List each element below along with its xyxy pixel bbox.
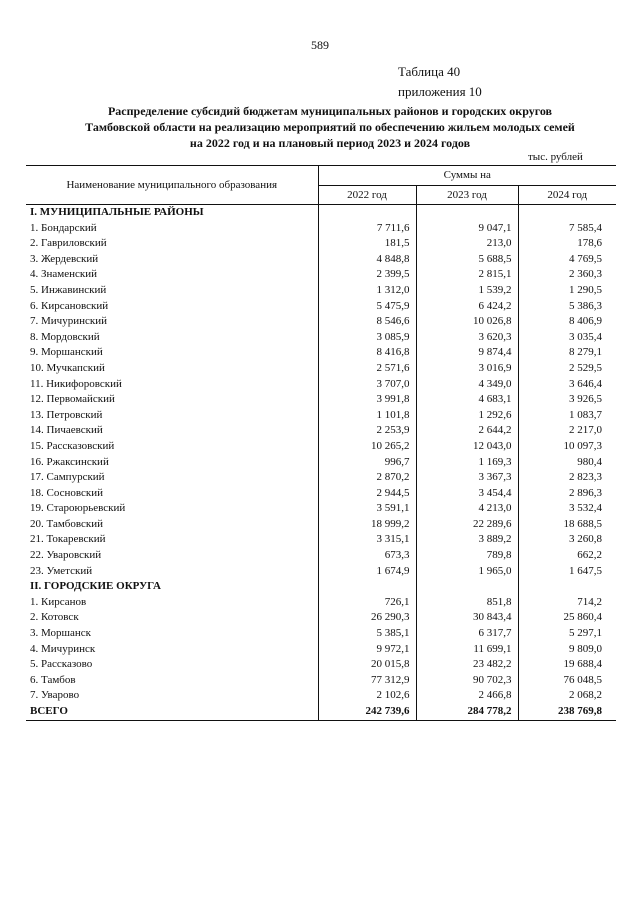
value-2023: 9 874,4	[416, 345, 518, 361]
title-line: Распределение субсидий бюджетам муниципальных районов и городских округов	[107, 104, 553, 118]
value-2022: 673,3	[318, 548, 416, 564]
value-2022: 20 015,8	[318, 657, 416, 673]
value-2022: 4 848,8	[318, 252, 416, 268]
appendix-label: приложения 10	[398, 84, 482, 99]
value-2022: 726,1	[318, 595, 416, 611]
value-2024: 1 647,5	[518, 564, 616, 580]
row-name: 23. Уметский	[30, 564, 93, 577]
row-name: 1. Кирсанов	[30, 595, 87, 608]
row-name: 2. Котовск	[30, 611, 79, 624]
value-2024	[518, 579, 616, 595]
value-2023: 3 889,2	[416, 532, 518, 548]
table-row	[26, 595, 616, 611]
table-row	[26, 532, 616, 548]
table-row	[26, 688, 616, 704]
row-name: ВСЕГО	[26, 704, 318, 720]
value-2024: 3 646,4	[518, 377, 616, 393]
row-name: 11. Никифоровский	[30, 377, 122, 390]
value-2022: 2 253,9	[318, 423, 416, 439]
value-2022: 9 972,1	[318, 642, 416, 658]
value-2024: 76 048,5	[518, 673, 616, 689]
value-2024: 1 083,7	[518, 408, 616, 424]
value-2022: 2 399,5	[318, 267, 416, 283]
row-name: 8. Мордовский	[30, 330, 100, 343]
table-row	[26, 299, 616, 315]
value-2023: 213,0	[416, 236, 518, 252]
value-2023: 90 702,3	[416, 673, 518, 689]
row-name: 5. Инжавинский	[30, 283, 107, 296]
units-label: тыс. рублей	[528, 151, 583, 163]
value-2022: 1 312,0	[318, 283, 416, 299]
value-2024: 2 823,3	[518, 470, 616, 486]
value-2023: 3 016,9	[416, 361, 518, 377]
table-row	[26, 330, 616, 346]
row-name: 3. Моршанск	[30, 627, 91, 640]
value-2022: 3 707,0	[318, 377, 416, 393]
value-2024: 2 068,2	[518, 688, 616, 704]
row-name: I. МУНИЦИПАЛЬНЫЕ РАЙОНЫ	[30, 206, 204, 218]
value-2023: 22 289,6	[416, 517, 518, 533]
table-row	[26, 470, 616, 486]
value-2023: 9 047,1	[416, 221, 518, 237]
row-name: 1. Бондарский	[30, 221, 97, 234]
table-row	[26, 501, 616, 517]
table-row	[26, 455, 616, 471]
value-2023: 1 539,2	[416, 283, 518, 299]
table-row	[26, 408, 616, 424]
row-name: 7. Уварово	[30, 689, 80, 702]
row-name: 5. Рассказово	[30, 658, 93, 671]
value-2022: 18 999,2	[318, 517, 416, 533]
value-2023: 1 292,6	[416, 408, 518, 424]
table-row	[26, 642, 616, 658]
value-2024: 18 688,5	[518, 517, 616, 533]
value-2023: 3 367,3	[416, 470, 518, 486]
value-2022: 5 475,9	[318, 299, 416, 315]
value-2022: 8 546,6	[318, 314, 416, 330]
value-2024: 19 688,4	[518, 657, 616, 673]
value-2024: 3 532,4	[518, 501, 616, 517]
document-title	[50, 103, 610, 151]
value-2024: 9 809,0	[518, 642, 616, 658]
value-2022: 10 265,2	[318, 439, 416, 455]
row-name: 3. Жердевский	[30, 252, 99, 265]
value-2023	[416, 205, 518, 221]
value-2023: 851,8	[416, 595, 518, 611]
value-2022: 3 085,9	[318, 330, 416, 346]
value-2022: 242 739,6	[318, 704, 416, 720]
value-2024: 25 860,4	[518, 610, 616, 626]
section-row	[26, 579, 616, 595]
value-2023: 6 424,2	[416, 299, 518, 315]
value-2023: 4 213,0	[416, 501, 518, 517]
value-2024: 3 035,4	[518, 330, 616, 346]
value-2022: 5 385,1	[318, 626, 416, 642]
table-row	[26, 548, 616, 564]
value-2024: 178,6	[518, 236, 616, 252]
value-2023: 3 454,4	[416, 486, 518, 502]
value-2022: 2 102,6	[318, 688, 416, 704]
page-number: 589	[311, 38, 329, 52]
column-header-2023: 2023 год	[416, 185, 518, 205]
value-2022: 2 870,2	[318, 470, 416, 486]
value-2024: 7 585,4	[518, 221, 616, 237]
value-2024: 8 406,9	[518, 314, 616, 330]
value-2022: 7 711,6	[318, 221, 416, 237]
row-name: 22. Уваровский	[30, 549, 102, 562]
value-2022	[318, 205, 416, 221]
value-2024: 662,2	[518, 548, 616, 564]
value-2022: 3 315,1	[318, 532, 416, 548]
value-2022: 3 991,8	[318, 392, 416, 408]
column-header-2022: 2022 год	[318, 185, 416, 205]
title-line: Тамбовской области на реализацию мероприятий по обеспечению жильем молодых семей	[85, 120, 575, 134]
total-row	[26, 704, 616, 720]
table-label: Таблица 40	[398, 64, 461, 79]
section-row	[26, 205, 616, 221]
value-2024: 4 769,5	[518, 252, 616, 268]
value-2024: 2 896,3	[518, 486, 616, 502]
table-row	[26, 486, 616, 502]
row-name: 2. Гавриловский	[30, 237, 107, 250]
table-row	[26, 439, 616, 455]
row-name: 4. Знаменский	[30, 268, 98, 281]
row-name: 16. Ржаксинский	[30, 455, 109, 468]
row-name: 6. Тамбов	[30, 673, 76, 686]
table-row	[26, 673, 616, 689]
table-row	[26, 626, 616, 642]
value-2023: 11 699,1	[416, 642, 518, 658]
table-row	[26, 377, 616, 393]
value-2024: 5 386,3	[518, 299, 616, 315]
table-row	[26, 423, 616, 439]
value-2022: 1 674,9	[318, 564, 416, 580]
table-row	[26, 564, 616, 580]
value-2022: 8 416,8	[318, 345, 416, 361]
value-2022: 77 312,9	[318, 673, 416, 689]
value-2022: 26 290,3	[318, 610, 416, 626]
row-name: 21. Токаревский	[30, 533, 106, 546]
value-2023: 789,8	[416, 548, 518, 564]
value-2024: 8 279,1	[518, 345, 616, 361]
table-row	[26, 267, 616, 283]
row-name: 15. Рассказовский	[30, 439, 115, 452]
value-2023: 1 965,0	[416, 564, 518, 580]
table-row	[26, 236, 616, 252]
subsidy-table	[26, 165, 616, 721]
value-2024: 10 097,3	[518, 439, 616, 455]
value-2023: 3 620,3	[416, 330, 518, 346]
value-2023: 2 466,8	[416, 688, 518, 704]
row-name: 7. Мичуринский	[30, 315, 107, 328]
table-row	[26, 392, 616, 408]
column-header-name: Наименование муниципального образования	[26, 166, 318, 205]
table-row	[26, 345, 616, 361]
row-name: 20. Тамбовский	[30, 517, 104, 530]
value-2023: 1 169,3	[416, 455, 518, 471]
table-row	[26, 314, 616, 330]
row-name: 14. Пичаевский	[30, 424, 103, 437]
row-name: 6. Кирсановский	[30, 299, 109, 312]
row-name: 13. Петровский	[30, 408, 103, 421]
value-2023: 12 043,0	[416, 439, 518, 455]
value-2023	[416, 579, 518, 595]
value-2022	[318, 579, 416, 595]
value-2022: 181,5	[318, 236, 416, 252]
value-2023: 10 026,8	[416, 314, 518, 330]
value-2024: 3 260,8	[518, 532, 616, 548]
title-line: на 2022 год и на плановый период 2023 и 2024 годов	[189, 136, 471, 150]
row-name: 12. Первомайский	[30, 393, 115, 406]
value-2023: 4 349,0	[416, 377, 518, 393]
value-2023: 2 644,2	[416, 423, 518, 439]
value-2023: 2 815,1	[416, 267, 518, 283]
table-row	[26, 361, 616, 377]
value-2024: 2 529,5	[518, 361, 616, 377]
table-row	[26, 252, 616, 268]
table-row	[26, 657, 616, 673]
row-name: 10. Мучкапский	[30, 361, 105, 374]
value-2023: 23 482,2	[416, 657, 518, 673]
value-2024: 3 926,5	[518, 392, 616, 408]
row-name: II. ГОРОДСКИЕ ОКРУГА	[30, 580, 161, 593]
value-2024	[518, 205, 616, 221]
value-2022: 996,7	[318, 455, 416, 471]
column-header-sums: Суммы на	[318, 166, 616, 186]
row-name: 17. Сампурский	[30, 471, 105, 484]
value-2023: 30 843,4	[416, 610, 518, 626]
table-row	[26, 517, 616, 533]
value-2024: 714,2	[518, 595, 616, 611]
value-2024: 980,4	[518, 455, 616, 471]
value-2024: 2 360,3	[518, 267, 616, 283]
row-name: 4. Мичуринск	[30, 642, 96, 655]
row-name: 9. Моршанский	[30, 346, 103, 359]
value-2024: 5 297,1	[518, 626, 616, 642]
value-2022: 2 944,5	[318, 486, 416, 502]
value-2023: 4 683,1	[416, 392, 518, 408]
value-2023: 5 688,5	[416, 252, 518, 268]
value-2024: 2 217,0	[518, 423, 616, 439]
value-2022: 3 591,1	[318, 501, 416, 517]
value-2024: 238 769,8	[518, 704, 616, 720]
value-2023: 284 778,2	[416, 704, 518, 720]
table-row	[26, 610, 616, 626]
column-header-2024: 2024 год	[518, 185, 616, 205]
value-2023: 6 317,7	[416, 626, 518, 642]
table-row	[26, 221, 616, 237]
table-body	[26, 205, 616, 721]
row-name: 19. Староюрьевский	[30, 502, 126, 515]
table-row	[26, 283, 616, 299]
value-2024: 1 290,5	[518, 283, 616, 299]
value-2022: 1 101,8	[318, 408, 416, 424]
value-2022: 2 571,6	[318, 361, 416, 377]
row-name: 18. Сосновский	[30, 486, 104, 499]
